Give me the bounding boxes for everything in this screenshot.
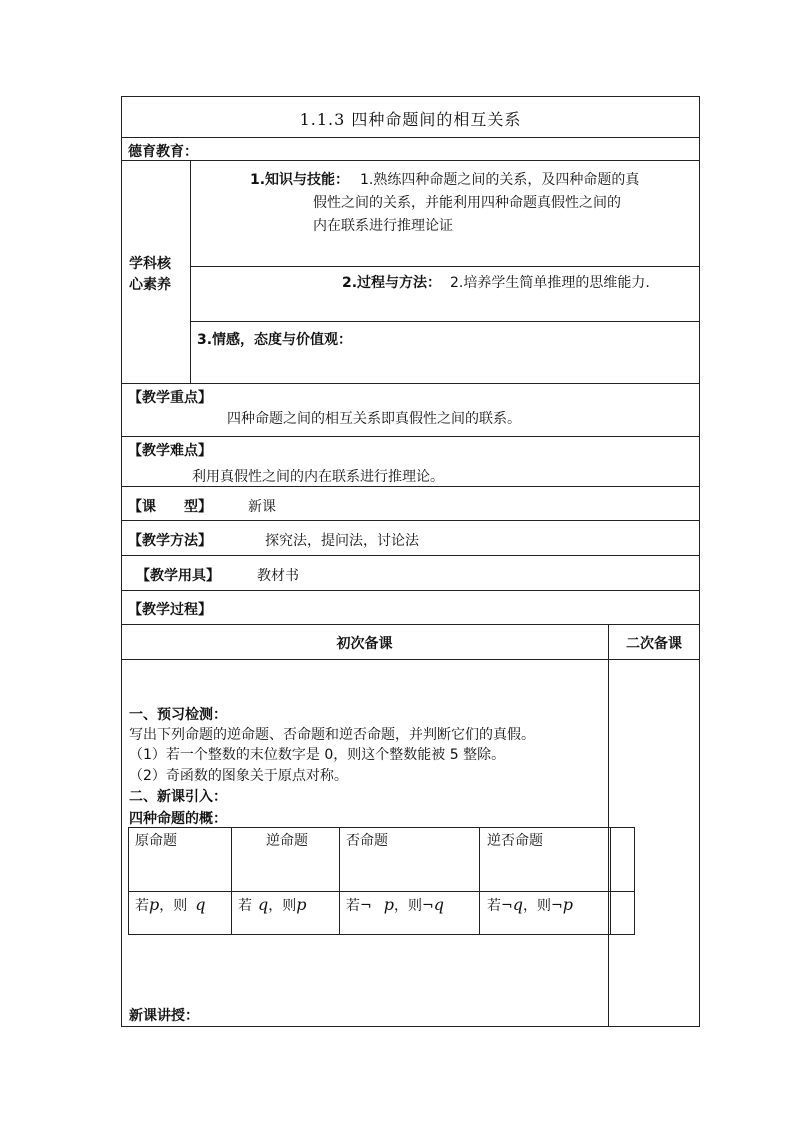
outer-border-right [699, 96, 700, 1027]
knowledge-text-1: 1.熟练四种命题之间的关系，及四种命题的真 [360, 172, 640, 188]
row-divider [121, 659, 700, 660]
preview-item-2: （2）奇函数的图象关于原点对称。 [129, 768, 348, 784]
method-label: 【教学方法】 [128, 533, 212, 549]
lecture-heading: 新课讲授： [129, 1008, 199, 1024]
inner-table-top [128, 827, 635, 828]
difficulties-text: 利用真假性之间的内在联系进行推理论。 [192, 469, 444, 485]
cell-then-not: ，则¬ [522, 898, 563, 914]
cell-then: ，则 [159, 898, 188, 914]
cell-if: 若 [135, 898, 149, 914]
cell-then: ，则 [268, 898, 297, 914]
method-text: 探究法，提问法，讨论法 [265, 533, 419, 549]
col-divider-second [608, 624, 609, 1027]
knowledge-text-3: 内在联系进行推理论证 [313, 218, 453, 234]
inner-header-inverse: 否命题 [346, 833, 388, 849]
core-literacy-label-1: 学科核 [129, 256, 171, 272]
process-method-label: 2.过程与方法： [342, 275, 442, 291]
emotion-label: 3.情感，态度与价值观： [197, 332, 353, 348]
four-props-heading: 四种命题的概： [129, 811, 227, 827]
row-divider [121, 160, 700, 161]
row-divider [121, 520, 700, 521]
cell-then-not: ，则¬ [393, 898, 434, 914]
inner-col-divider [479, 827, 480, 935]
intro-heading: 二、新课引入： [129, 789, 227, 805]
row-divider [121, 137, 700, 138]
process-label: 【教学过程】 [128, 602, 212, 618]
inner-header-converse: 逆命题 [266, 833, 308, 849]
cell-var-p: p [296, 895, 307, 914]
inner-table-bottom [128, 934, 635, 935]
lesson-type-text: 新课 [248, 499, 276, 515]
row-divider [121, 590, 700, 591]
inner-table-mid [128, 891, 635, 892]
row-divider [121, 486, 700, 487]
row-divider [190, 266, 700, 267]
inner-cell-converse [238, 895, 307, 915]
moral-education-label: 德育教育： [128, 144, 198, 160]
knowledge-label: 1.知识与技能： [250, 172, 350, 188]
row-divider [190, 321, 700, 322]
outer-border-top [121, 96, 700, 97]
outer-border-left [121, 96, 122, 1027]
cell-var-p: p [149, 895, 160, 914]
cell-var-q: q [195, 895, 206, 914]
lesson-type-label: 【课 型】 [128, 499, 212, 515]
process-method-text: 2.培养学生简单推理的思维能力. [450, 275, 650, 291]
page-title: 1.1.3 四种命题间的相互关系 [299, 110, 522, 129]
tools-text: 教材书 [257, 568, 299, 584]
inner-table-right [634, 827, 635, 935]
preview-heading: 一、预习检测： [129, 707, 227, 723]
preview-item-1: （1）若一个整数的末位数字是 0，则这个整数能被 5 整除。 [129, 747, 506, 763]
col-divider-core [190, 160, 191, 384]
cell-if-not: 若¬ [487, 898, 513, 914]
inner-cell-inverse [346, 895, 444, 915]
tools-label: 【教学用具】 [136, 568, 220, 584]
second-prep-header: 二次备课 [626, 636, 682, 652]
cell-var-p: p [383, 895, 394, 914]
cell-var-p: p [562, 895, 573, 914]
inner-col-divider [610, 827, 611, 935]
knowledge-text-2: 假性之间的关系，并能利用四种命题真假性之间的 [313, 195, 621, 211]
inner-header-contrapositive: 逆否命题 [487, 833, 543, 849]
inner-cell-original [135, 895, 206, 915]
inner-col-divider [231, 827, 232, 935]
key-points-label: 【教学重点】 [128, 390, 212, 406]
inner-col-divider [339, 827, 340, 935]
cell-var-q: q [512, 895, 523, 914]
cell-if: 若 [238, 898, 252, 914]
inner-header-original: 原命题 [135, 833, 177, 849]
inner-cell-contrapositive [487, 895, 573, 915]
first-prep-header: 初次备课 [336, 636, 393, 652]
key-points-text: 四种命题之间的相互关系即真假性之间的联系。 [227, 411, 521, 427]
row-divider [121, 436, 700, 437]
core-literacy-label-2: 心素养 [129, 277, 171, 293]
outer-border-bottom [121, 1026, 700, 1027]
row-divider [121, 555, 700, 556]
cell-var-q: q [433, 895, 444, 914]
inner-table-left [128, 827, 129, 935]
difficulties-label: 【教学难点】 [128, 443, 212, 459]
cell-var-q: q [258, 895, 269, 914]
row-divider [121, 624, 700, 625]
cell-if-not: 若¬ [346, 898, 372, 914]
preview-instruction: 写出下列命题的逆命题、否命题和逆否命题，并判断它们的真假。 [129, 727, 535, 743]
row-divider [121, 383, 700, 384]
